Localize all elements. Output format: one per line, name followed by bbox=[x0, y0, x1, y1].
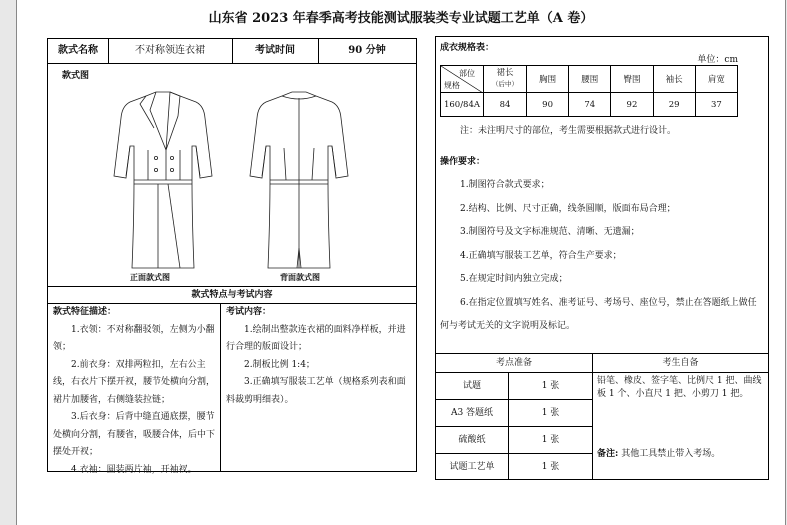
spec-value: 92 bbox=[611, 93, 653, 117]
operation-item: 5.在规定时间内独立完成； bbox=[460, 274, 568, 284]
col-header: 腰围 bbox=[569, 66, 611, 93]
col-length: 裙长 bbox=[496, 68, 514, 78]
remark-text: 其他工具禁止带入考场。 bbox=[621, 449, 721, 459]
exam-label: 考试内容： bbox=[226, 307, 272, 317]
col-length-note: （后中） bbox=[492, 80, 518, 88]
operation-list bbox=[436, 174, 764, 339]
header-row bbox=[48, 39, 416, 64]
spec-value: 37 bbox=[695, 93, 737, 117]
prep-row bbox=[436, 373, 592, 400]
spec-label: 成衣规格表： bbox=[440, 43, 495, 53]
prep-qty: 1 张 bbox=[541, 408, 560, 418]
remark-label: 备注: bbox=[597, 449, 619, 459]
left-panel bbox=[47, 38, 417, 475]
remark bbox=[597, 446, 765, 459]
prep-item: A3 答题纸 bbox=[436, 400, 509, 426]
right-panel bbox=[435, 36, 769, 480]
features-header: 款式特点与考试内容 bbox=[48, 287, 416, 304]
features-box bbox=[48, 304, 221, 475]
prep-row bbox=[436, 400, 592, 427]
operation-item: 2.结构、比例、尺寸正确，线条圆顺，版面布局合理； bbox=[460, 203, 676, 214]
time-value: 90 分钟 bbox=[348, 45, 386, 56]
prep-qty: 1 张 bbox=[541, 435, 560, 445]
front-dress-drawing bbox=[108, 88, 218, 274]
features-label: 款式特征描述： bbox=[53, 307, 117, 317]
corner-bottom: 规格 bbox=[444, 81, 460, 90]
col-header bbox=[484, 66, 527, 93]
spec-value: 90 bbox=[527, 93, 569, 117]
spec-value: 74 bbox=[569, 93, 611, 117]
prep-row bbox=[436, 427, 592, 454]
spec-value: 84 bbox=[484, 93, 527, 117]
front-caption: 正面款式图 bbox=[130, 272, 170, 282]
feature-item: 3.后衣身：后背中缝直通底摆，腰节处横向分割，有腰省，吸腰合体，后中下摆处开衩； bbox=[53, 412, 216, 457]
spec-unit: 单位：cm bbox=[697, 55, 738, 65]
materials-table bbox=[436, 353, 768, 480]
feature-item: 4.衣袖：圆装两片袖，开袖衩。 bbox=[71, 464, 197, 475]
name-value: 不对称领连衣裙 bbox=[108, 39, 233, 63]
corner-cell bbox=[441, 66, 484, 93]
style-drawing-area bbox=[48, 64, 416, 287]
row-label: 160/84A bbox=[441, 93, 484, 117]
name-label: 款式名称 bbox=[48, 39, 109, 63]
feature-item: 1.衣领：不对称翻驳领，左侧为小翻领； bbox=[53, 324, 215, 352]
exam-item: 1.绘制出整款连衣裙的面料净样板，并进行合理的版面设计； bbox=[226, 324, 406, 352]
col-header: 肩宽 bbox=[695, 66, 737, 93]
prep-qty: 1 张 bbox=[541, 381, 560, 391]
col-header: 臀围 bbox=[611, 66, 653, 93]
operation-item: 6.在指定位置填写姓名、准考证号、考场号、座位号，禁止在答题纸上做任何与考试无关的文字说明及标记。 bbox=[440, 297, 757, 331]
self-items: 铅笔、橡皮、签字笔、比例尺 1 把、曲线板 1 个、小直尺 1 把、小剪刀 1 把。 bbox=[597, 376, 762, 399]
self-header: 考生自备 bbox=[593, 354, 768, 373]
spec-value: 29 bbox=[653, 93, 695, 117]
col-header: 袖长 bbox=[653, 66, 695, 93]
back-dress-drawing bbox=[244, 88, 354, 274]
feature-item: 2.前衣身：双排两粒扣，左右公主线，右衣片下摆开衩，腰节处横向分割，裙片加腰省，右侧缝装拉链； bbox=[53, 359, 216, 405]
exam-box bbox=[221, 304, 416, 471]
exam-sheet bbox=[16, 0, 786, 525]
spec-note: 注：未注明尺寸的部位，考生需要根据款式进行设计。 bbox=[460, 126, 677, 136]
time-label: 考试时间 bbox=[232, 39, 319, 63]
prep-item: 试题 bbox=[436, 373, 509, 399]
style-label: 款式图 bbox=[62, 71, 90, 81]
prep-item: 硫酸纸 bbox=[436, 427, 509, 453]
spec-table bbox=[440, 65, 738, 117]
operation-item: 1.制图符合款式要求； bbox=[460, 180, 550, 190]
prep-item: 试题工艺单 bbox=[436, 454, 509, 480]
corner-top: 部位 bbox=[459, 69, 475, 78]
exam-item: 2.制板比例 1:4； bbox=[244, 359, 315, 370]
operation-item: 4.正确填写服装工艺单，符合生产要求； bbox=[460, 250, 622, 261]
prep-row bbox=[436, 454, 592, 480]
col-header: 胸围 bbox=[527, 66, 569, 93]
prep-header: 考点准备 bbox=[436, 354, 593, 373]
exam-item: 3.正确填写服装工艺单（规格系列表和面料裁剪明细表）。 bbox=[226, 377, 406, 405]
prep-list bbox=[436, 373, 593, 480]
prep-qty: 1 张 bbox=[541, 462, 560, 472]
operation-label: 操作要求： bbox=[440, 157, 486, 167]
operation-item: 3.制图符号及文字标准规范、清晰、无遗漏； bbox=[460, 227, 640, 237]
back-caption: 背面款式图 bbox=[280, 272, 320, 282]
page-title: 山东省 2023 年春季高考技能测试服装类专业试题工艺单（A 卷） bbox=[208, 11, 594, 26]
